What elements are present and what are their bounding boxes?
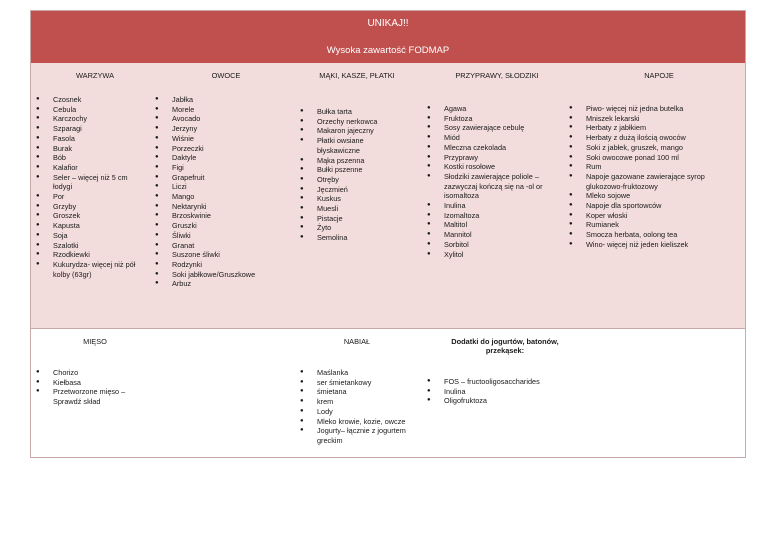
column-header: OWOCE: [211, 71, 241, 80]
list-item: ● Czosnek: [36, 95, 144, 105]
list-item: ● Rodzynki: [155, 260, 291, 270]
list-item: ● Kapusta: [36, 221, 144, 231]
column-warzywa: [31, 63, 159, 328]
table-banner: [31, 11, 745, 63]
list-item: ● Soki jabłkowe/Gruszkowe: [155, 270, 291, 280]
list-item: ● Mleko sojowe: [569, 191, 731, 201]
list-item: ● Granat: [155, 241, 291, 251]
list-item: ● Soki owocowe ponad 100 ml: [569, 153, 731, 163]
list-item: ● Kalafior: [36, 163, 144, 173]
list-item: ● Por: [36, 192, 144, 202]
list-item: ● Żyto: [300, 223, 408, 233]
column-owoce: [159, 63, 293, 328]
list-item: ● Smocza herbata, oolong tea: [569, 230, 731, 240]
list-item: ● Jabłka: [155, 95, 291, 105]
list-item: ● Inulina: [427, 387, 567, 397]
list-item: ● Piwo- więcej niż jedna butelka: [569, 104, 731, 114]
list-item: ● Cebula: [36, 105, 144, 115]
list-item: ● Rumianek: [569, 220, 731, 230]
list-item: ● Herbaty z dużą ilością owoców: [569, 133, 731, 143]
column-przyprawy: [421, 63, 573, 328]
item-list: [300, 368, 420, 446]
list-item: ● Sorbitol: [427, 240, 555, 250]
list-item: ● Mleko krowie, kozie, owcze: [300, 417, 420, 427]
list-item: ● Porzeczki: [155, 144, 291, 154]
list-item: ● Mannitol: [427, 230, 555, 240]
column-nabial: [293, 329, 421, 457]
banner-title: UNIKAJ!!: [367, 18, 409, 29]
list-item: ● Otręby: [300, 175, 408, 185]
column-napoje: [573, 63, 745, 328]
list-item: ● Kuskus: [300, 194, 408, 204]
list-item: ● Mango: [155, 192, 291, 202]
column-header: NABIAŁ: [343, 337, 371, 346]
list-item: ● Liczi: [155, 182, 291, 192]
list-item: ● Jęczmień: [300, 185, 408, 195]
list-item: ● Pistacje: [300, 214, 408, 224]
list-item: ● Inulina: [427, 201, 555, 211]
list-item: ● Napoje gazowane zawierające syrop glukozowo-fruktozowy: [569, 172, 731, 191]
list-item: ● Fasola: [36, 134, 144, 144]
list-item: ● Chorizo: [36, 368, 144, 378]
column-header: WARZYWA: [75, 71, 115, 80]
list-item: ● Suszone śliwki: [155, 250, 291, 260]
list-item: ● Semolina: [300, 233, 408, 243]
list-item: ● Rum: [569, 162, 731, 172]
list-item: ● Avocado: [155, 114, 291, 124]
list-item: ● Fruktoza: [427, 114, 555, 124]
list-item: ● Mniszek lekarski: [569, 114, 731, 124]
list-item: ● Oligofruktoza: [427, 396, 567, 406]
list-item: ● Soki z jabłek, gruszek, mango: [569, 143, 731, 153]
column-header: NAPOJE: [644, 71, 674, 80]
list-item: ● Maltitol: [427, 220, 555, 230]
list-item: ● Herbaty z jabłkiem: [569, 123, 731, 133]
column-mieso: [31, 329, 159, 457]
list-item: ● Soja: [36, 231, 144, 241]
list-item: ● Bób: [36, 153, 144, 163]
list-item: ● Śliwki: [155, 231, 291, 241]
column-maki: [293, 63, 421, 328]
list-item: ● Maślanka: [300, 368, 420, 378]
list-item: ● Lody: [300, 407, 420, 417]
column-header: MĄKI, KASZE, PŁATKI: [319, 71, 395, 80]
list-item: ● Arbuz: [155, 279, 291, 289]
list-item: ● Bułki pszenne: [300, 165, 408, 175]
list-item: ● Xylitol: [427, 250, 555, 260]
list-item: ● Napoje dla sportowców: [569, 201, 731, 211]
list-item: ● Makaron jajeczny: [300, 126, 408, 136]
column-header: PRZYPRAWY, SŁODZIKI: [455, 71, 539, 80]
fodmap-table: [30, 10, 746, 458]
list-item: ● Przyprawy: [427, 153, 555, 163]
list-item: ● Groszek: [36, 211, 144, 221]
row-main-categories: [31, 63, 745, 329]
list-item: ● Muesli: [300, 204, 408, 214]
column-header: Dodatki do jogurtów, batonów, przekąsek:: [451, 337, 559, 355]
list-item: ● Karczochy: [36, 114, 144, 124]
item-list: [427, 104, 555, 259]
list-item: ● Seler – więcej niż 5 cm łodygi: [36, 173, 144, 192]
column-dodatki: [421, 329, 573, 457]
list-item: ● Burak: [36, 144, 144, 154]
row-other-categories: [31, 329, 745, 457]
list-item: ● Płatki owsiane błyskawiczne: [300, 136, 408, 155]
list-item: ● Jerzyny: [155, 124, 291, 134]
list-item: ● Szparagi: [36, 124, 144, 134]
list-item: ● ser śmietankowy: [300, 378, 420, 388]
list-item: ● Bułka tarta: [300, 107, 408, 117]
list-item: ● Kostki rosołowe: [427, 162, 555, 172]
list-item: ● Grapefruit: [155, 173, 291, 183]
list-item: ● Daktyle: [155, 153, 291, 163]
list-item: ● Grzyby: [36, 202, 144, 212]
list-item: ● Rzodkiewki: [36, 250, 144, 260]
list-item: ● Brzoskwinie: [155, 211, 291, 221]
item-list: [569, 104, 731, 250]
list-item: ● Wino- więcej niż jeden kieliszek: [569, 240, 731, 250]
list-item: ● Agawa: [427, 104, 555, 114]
item-list: [36, 368, 144, 407]
list-item: ● Miód: [427, 133, 555, 143]
list-item: ● Jogurty– łącznie z jogurtem greckim: [300, 426, 420, 445]
list-item: ● Orzechy nerkowca: [300, 117, 408, 127]
list-item: ● Mleczna czekolada: [427, 143, 555, 153]
item-list: [155, 95, 291, 289]
list-item: ● Kiełbasa: [36, 378, 144, 388]
list-item: ● Morele: [155, 105, 291, 115]
list-item: ● Kukurydza- więcej niż pół kolby (63gr): [36, 260, 144, 279]
list-item: ● Słodziki zawierające poliole – zazwyczaj kończą się na -ol or isomaltoza: [427, 172, 555, 201]
item-list: [300, 107, 408, 243]
list-item: ● Figi: [155, 163, 291, 173]
list-item: ● Gruszki: [155, 221, 291, 231]
list-item: ● Sosy zawierające cebulę: [427, 123, 555, 133]
list-item: ● krem: [300, 397, 420, 407]
column-header: MIĘSO: [83, 337, 107, 346]
list-item: ● śmietana: [300, 387, 420, 397]
list-item: ● Szalotki: [36, 241, 144, 251]
item-list: [36, 95, 144, 279]
list-item: ● FOS – fructooligosaccharides: [427, 377, 567, 387]
list-item: ● Wiśnie: [155, 134, 291, 144]
list-item: ● Przetworzone mięso – Sprawdź skład: [36, 387, 144, 406]
banner-subtitle: Wysoka zawartość FODMAP: [326, 45, 450, 56]
list-item: ● Izomaltoza: [427, 211, 555, 221]
list-item: ● Nektarynki: [155, 202, 291, 212]
item-list: [427, 377, 567, 406]
list-item: ● Mąka pszenna: [300, 156, 408, 166]
list-item: ● Koper włoski: [569, 211, 731, 221]
